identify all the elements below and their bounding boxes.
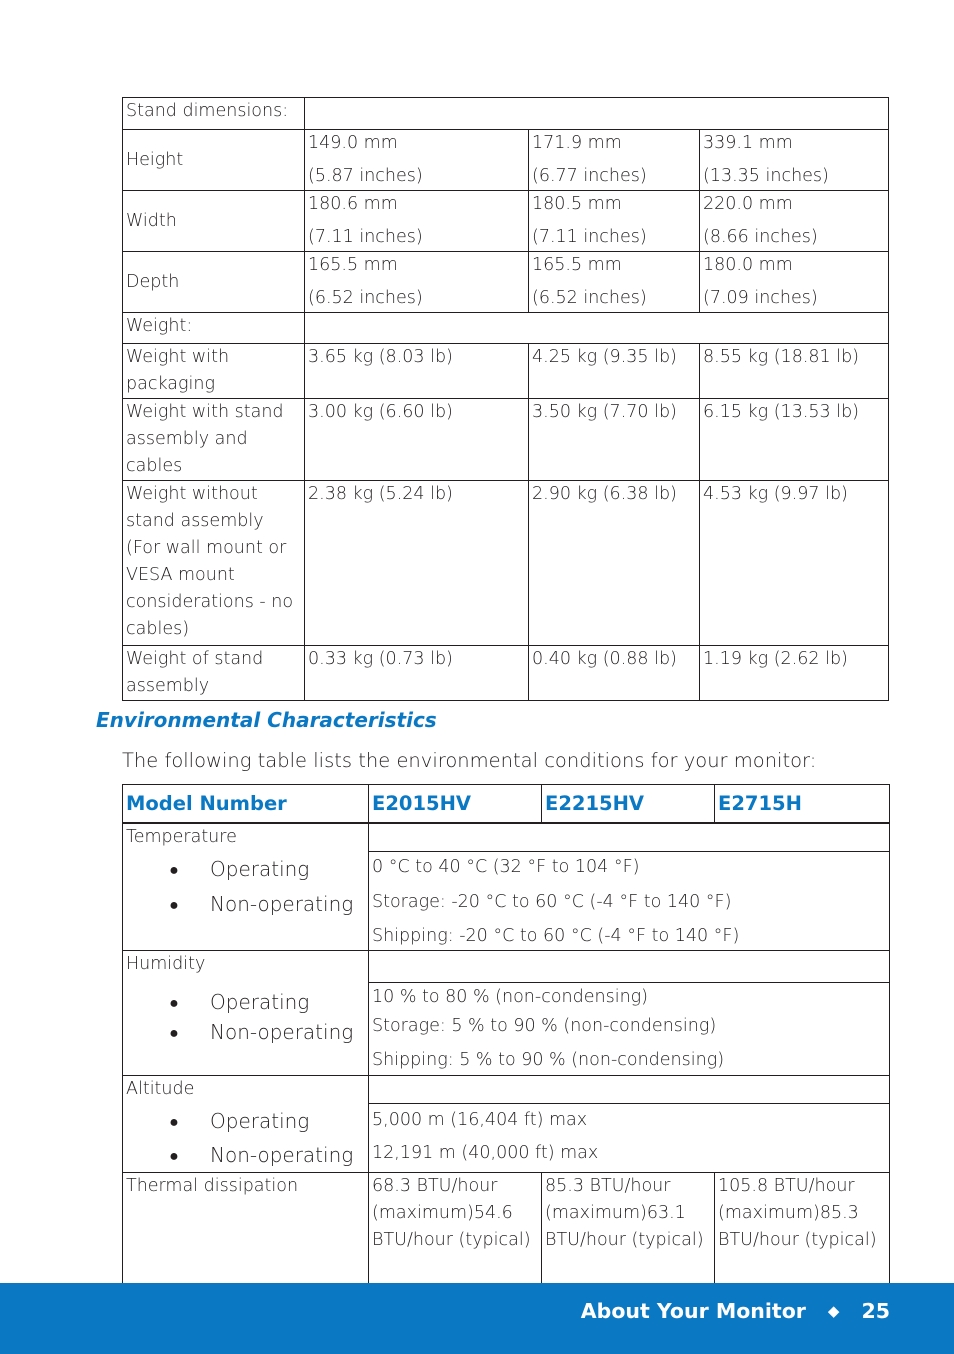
diamond-icon: ◆ [827, 1302, 840, 1320]
weight-label: Weight: [123, 313, 305, 344]
row-label: Temperature [126, 827, 237, 847]
row-label: Altitude [126, 1079, 195, 1099]
bullet-icon: ● [169, 992, 179, 1012]
environmental-table: Model Number E2015HV E2215HV E2715H Temperature ● Operating ● Non-operating 0 °C to 40 °C (32 °F to 104 °F) Storage: -20 °C to 60 °C (-4 °F to 140 °F) Shipping: -20 °C to 60 °C (-4 °F to 140 °F) Humidity ● Operating ● Non-operating 10 % to 80 % (non-condensing) Storage: 5 % to 90 % (non-condensing) Shipping: 5 % to 90 % (non-condensing) Altitude ● Operating ● Non-operating 5,000 m (16,404 ft) max 12,191 m (40,000 ft) max Thermal dissipation 68.3 BTU/hour (maximum)54.6 BTU/hour (typical) 85.3 BTU/hour (maximum)63.1 BTU/hour (typical) 105.8 BTU/hour (maximum)85.3 BTU/hour (typical) [122, 784, 890, 1284]
row-label: Weight of stand assembly [123, 646, 305, 701]
header-model: E2215HV [542, 785, 715, 824]
page-footer [0, 1283, 954, 1354]
stand-dimensions-label: Stand dimensions: [123, 98, 305, 130]
row-label: Weight with packaging [123, 344, 305, 399]
header-model: E2715H [715, 785, 890, 824]
bullet-icon: ● [169, 859, 179, 879]
page-number: 25 [861, 1299, 890, 1323]
row-label: Thermal dissipation [123, 1173, 369, 1284]
row-label: Weight with stand assembly and cables [123, 399, 305, 481]
row-label: Width [123, 191, 305, 252]
footer-section-title: About Your Monitor [580, 1299, 806, 1323]
bullet-icon: ● [169, 894, 179, 914]
bullet-icon: ● [169, 1145, 179, 1165]
row-label: Height [123, 130, 305, 191]
row-label: Depth [123, 252, 305, 313]
header-model: E2015HV [369, 785, 542, 824]
bullet-icon: ● [169, 1022, 179, 1042]
bullet-icon: ● [169, 1111, 179, 1131]
header-model-number: Model Number [123, 785, 369, 824]
row-label: Weight without stand assembly (For wall mount or VESA mount considerations - no cables) [123, 481, 305, 646]
intro-text: The following table lists the environmental conditions for your monitor: [122, 749, 817, 772]
physical-specs-table: Stand dimensions: Height 149.0 mm (5.87 inches) 171.9 mm (6.77 inches) 339.1 mm (13.35 inches) Width 180.6 mm (7.11 inches) 180.5 mm (7.11 inches) 220.0 mm (8.66 inches) Depth 165.5 mm (6.52 inches) 165.5 mm (6.52 inches) 180.0 mm (7.09 inches) Weight: Weight with packaging 3.65 kg (8.03 lb) 4.25 kg (9.35 lb) 8.55 kg (18.81 lb) Weight with stand assembly and cables 3.00 kg (6.60 lb) 3.50 kg (7.70 lb) 6.15 kg (13.53 lb) Weight without stand assembly (For wall mount or VESA mount considerations - no cables) 2.38 kg (5.24 lb) 2.90 kg (6.38 lb) 4.53 kg (9.97 lb) Weight of stand assembly 0.33 kg (0.73 lb) 0.40 kg (0.88 lb) 1.19 kg (2.62 lb) [122, 97, 889, 701]
row-label: Humidity [126, 954, 206, 974]
section-title: Environmental Characteristics [96, 708, 437, 732]
